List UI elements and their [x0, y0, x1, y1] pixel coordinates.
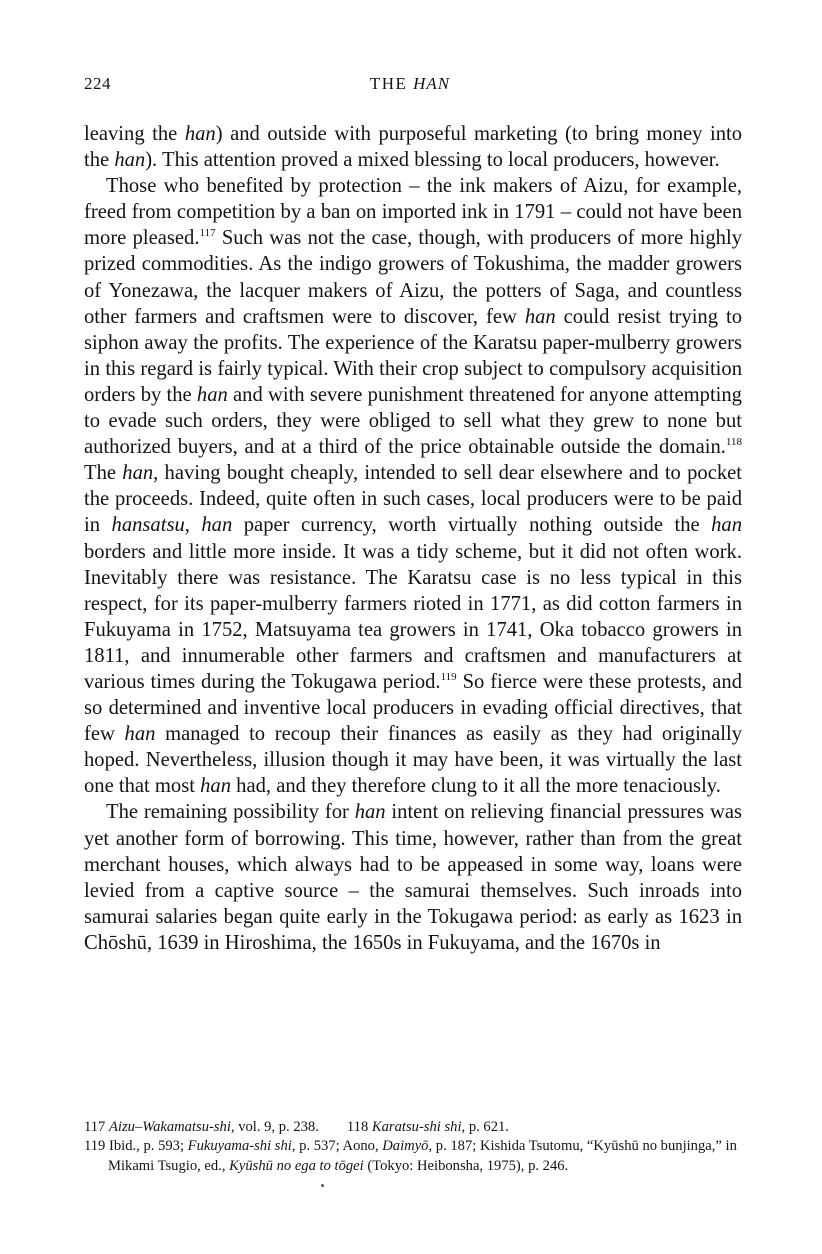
running-head: THE HAN [369, 74, 451, 93]
footnote-117-118: 117 Aizu–Wakamatsu-shi, vol. 9, p. 238. 118 Karatsu-shi shi, p. 621. [84, 1119, 509, 1135]
footnote-119: 119 Ibid., p. 593; Fukuyama-shi shi, p. 537; Aono, Daimyō, p. 187; Kishida Tsutomu, “Kyūshū no bunjinga,” in Mikami Tsugio, ed., Kyūshū no ega to tōgei (Tokyo: Heibonsha, 1975), p. 246. [84, 1138, 737, 1174]
footnote-number: 117 [84, 1119, 106, 1135]
footnote-ref-119: 119 [440, 670, 457, 683]
body-text [84, 121, 742, 956]
footnotes [84, 1118, 774, 1176]
page-header [84, 74, 736, 100]
page-number: 224 [84, 74, 111, 93]
footnote-number: 118 [346, 1119, 369, 1135]
footnote-ref-117: 117 [199, 227, 216, 240]
paragraph-2: Those who benefited by protection – the ink makers of Aizu, for example, freed from competition by a ban on imported ink in 1791 – could not have been more pleased.$^{117}$ Such was not the case, though, with producers of more highly prized commodities. As the indigo growers of Tokushima, the madder growers of Yonezawa, the lacquer makers of Aizu, the potters of Saga, and countless other farmers and craftsmen were to discover, few han could resist trying to siphon away the profits. The experience of the Karatsu paper-mulberry growers in this regard is fairly typical. With their crop subject to compulsory acquisition orders by the han and with severe punishment threatened for anyone attempting to evade such orders, they were obliged to sell what they grew to none but authorized buyers, and at a third of the price obtainable outside the domain.$^{118}$ The han, having bought cheaply, intended to sell dear elsewhere and to pocket the proceeds. Indeed, quite often in such cases, local producers were to be paid in hansatsu, han paper currency, worth virtually nothing outside the han borders and little more inside. It was a tidy scheme, but it did not often work. Inevitably there was resistance. The Karatsu case is no less typical in this respect, for its paper-mulberry farmers rioted in 1771, as did cotton farmers in Fukuyama in 1752, Matsuyama tea growers in 1741, Oka tobacco growers in 1811, and innumerable other farmers and craftsmen and manufacturers at various times during the Tokugawa period.$^{119}$ So fierce were these protests, and so determined and inventive local producers in evading official directives, that few han managed to recoup their finances as easily as they had originally hoped. Nevertheless, illusion though it may have been, it was virtually the last one that most han had, and they therefore clung to it all the more tenaciously. [84, 175, 743, 798]
footnote-ref-118: 118 [725, 436, 742, 449]
stray-mark [321, 1184, 324, 1187]
paragraph-3: The remaining possibility for han intent on relieving financial pressures was yet another form of borrowing. This time, however, rather than from the great merchant houses, which always had to be appeased in some way, loans were levied from a captive source – the samurai themselves. Such inroads into samurai salaries began quite early in the Tokugawa period: as early as 1623 in Chōshū, 1639 in Hiroshima, the 1650s in Fukuyama, and the 1670s in [84, 801, 742, 954]
paragraph-1: leaving the han) and outside with purposeful marketing (to bring money into the han). This attention proved a mixed blessing to local producers, however. [84, 123, 743, 172]
footnote-number: 119 [84, 1138, 106, 1155]
